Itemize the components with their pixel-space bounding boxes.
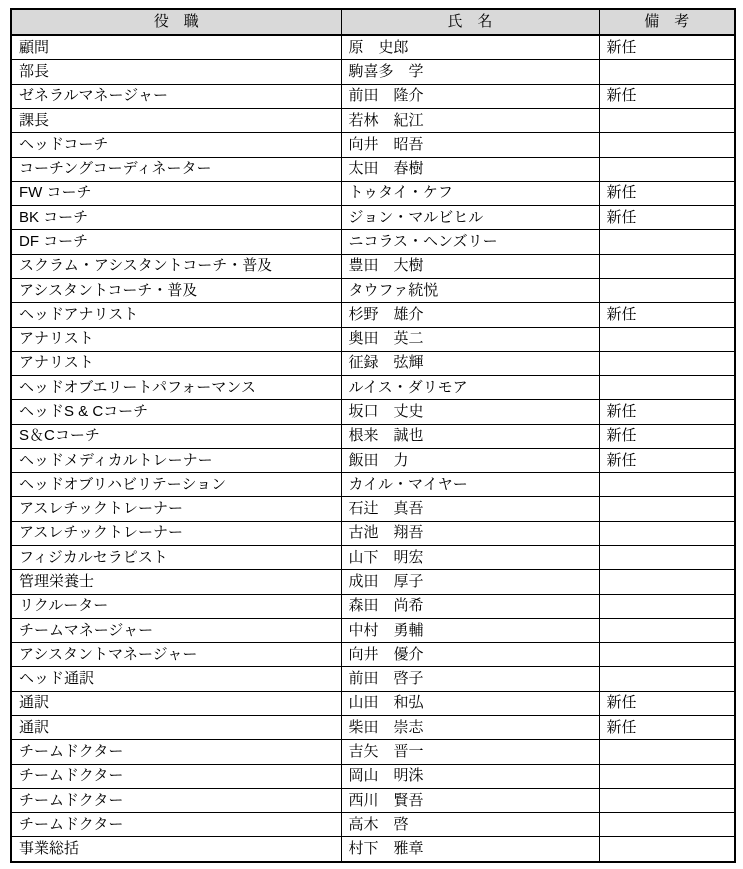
cell-position: ヘッドS & Cコーチ bbox=[11, 400, 341, 424]
table-row bbox=[11, 740, 735, 764]
cell-name: 征録 弦輝 bbox=[341, 351, 599, 375]
cell-note: 新任 bbox=[599, 716, 735, 740]
cell-name: 山田 和弘 bbox=[341, 691, 599, 715]
cell-name: 向井 優介 bbox=[341, 643, 599, 667]
cell-position: S＆Cコーチ bbox=[11, 424, 341, 448]
cell-position: 課長 bbox=[11, 108, 341, 132]
cell-position: 通訳 bbox=[11, 691, 341, 715]
cell-position: ゼネラルマネージャー bbox=[11, 84, 341, 108]
cell-note: 新任 bbox=[599, 400, 735, 424]
table-row bbox=[11, 643, 735, 667]
cell-position: アスレチックトレーナー bbox=[11, 497, 341, 521]
staff-roster-table bbox=[10, 8, 736, 863]
table-row bbox=[11, 181, 735, 205]
cell-position: DF コーチ bbox=[11, 230, 341, 254]
table-body bbox=[11, 35, 735, 862]
cell-note bbox=[599, 837, 735, 862]
cell-name: 駒喜多 学 bbox=[341, 60, 599, 84]
cell-name: 根来 誠也 bbox=[341, 424, 599, 448]
table-row bbox=[11, 278, 735, 302]
table-row bbox=[11, 400, 735, 424]
table-row bbox=[11, 594, 735, 618]
cell-name: 豊田 大樹 bbox=[341, 254, 599, 278]
cell-note: 新任 bbox=[599, 303, 735, 327]
cell-note bbox=[599, 497, 735, 521]
table-row bbox=[11, 230, 735, 254]
cell-name: トゥタイ・ケフ bbox=[341, 181, 599, 205]
cell-note bbox=[599, 133, 735, 157]
table-row bbox=[11, 84, 735, 108]
cell-position: アシスタントコーチ・普及 bbox=[11, 278, 341, 302]
cell-name: 山下 明宏 bbox=[341, 546, 599, 570]
cell-note: 新任 bbox=[599, 35, 735, 60]
table-row bbox=[11, 788, 735, 812]
cell-name: 高木 啓 bbox=[341, 813, 599, 837]
cell-name: 村下 雅章 bbox=[341, 837, 599, 862]
cell-position: ヘッド通訳 bbox=[11, 667, 341, 691]
cell-name: 西川 賢吾 bbox=[341, 788, 599, 812]
table-row bbox=[11, 691, 735, 715]
cell-note bbox=[599, 764, 735, 788]
cell-name: 坂口 丈史 bbox=[341, 400, 599, 424]
cell-position: コーチングコーディネーター bbox=[11, 157, 341, 181]
cell-name: 岡山 明洙 bbox=[341, 764, 599, 788]
cell-name: 前田 啓子 bbox=[341, 667, 599, 691]
header-name: 氏 名 bbox=[341, 9, 599, 35]
cell-note bbox=[599, 254, 735, 278]
table-row bbox=[11, 327, 735, 351]
cell-name: 成田 厚子 bbox=[341, 570, 599, 594]
cell-name: 柴田 崇志 bbox=[341, 716, 599, 740]
table-row bbox=[11, 108, 735, 132]
cell-position: BK コーチ bbox=[11, 206, 341, 230]
table-row bbox=[11, 837, 735, 862]
cell-name: ニコラス・ヘンズリー bbox=[341, 230, 599, 254]
cell-name: 奥田 英二 bbox=[341, 327, 599, 351]
cell-note bbox=[599, 351, 735, 375]
cell-position: チームドクター bbox=[11, 813, 341, 837]
cell-name: 古池 翔吾 bbox=[341, 521, 599, 545]
cell-name: 森田 尚希 bbox=[341, 594, 599, 618]
header-position: 役 職 bbox=[11, 9, 341, 35]
table-row bbox=[11, 424, 735, 448]
cell-note bbox=[599, 60, 735, 84]
cell-position: ヘッドオブリハビリテーション bbox=[11, 473, 341, 497]
cell-position: アシスタントマネージャー bbox=[11, 643, 341, 667]
table-row bbox=[11, 35, 735, 60]
cell-note: 新任 bbox=[599, 206, 735, 230]
table-row bbox=[11, 351, 735, 375]
cell-position: アナリスト bbox=[11, 351, 341, 375]
cell-position: FW コーチ bbox=[11, 181, 341, 205]
cell-name: ジョン・マルビヒル bbox=[341, 206, 599, 230]
cell-note: 新任 bbox=[599, 448, 735, 472]
cell-position: フィジカルセラピスト bbox=[11, 546, 341, 570]
cell-position: 通訳 bbox=[11, 716, 341, 740]
table-row bbox=[11, 133, 735, 157]
table-row bbox=[11, 60, 735, 84]
table-row bbox=[11, 497, 735, 521]
table-row bbox=[11, 764, 735, 788]
table-header bbox=[11, 9, 735, 35]
cell-position: チームドクター bbox=[11, 788, 341, 812]
table-row bbox=[11, 716, 735, 740]
cell-name: ルイス・ダリモア bbox=[341, 376, 599, 400]
cell-note: 新任 bbox=[599, 691, 735, 715]
cell-name: 杉野 雄介 bbox=[341, 303, 599, 327]
table-row bbox=[11, 521, 735, 545]
cell-name: 中村 勇輔 bbox=[341, 618, 599, 642]
table-row bbox=[11, 618, 735, 642]
cell-name: 飯田 力 bbox=[341, 448, 599, 472]
cell-note bbox=[599, 667, 735, 691]
cell-name: 若林 紀江 bbox=[341, 108, 599, 132]
cell-note bbox=[599, 521, 735, 545]
cell-note bbox=[599, 327, 735, 351]
cell-note bbox=[599, 594, 735, 618]
cell-position: アスレチックトレーナー bbox=[11, 521, 341, 545]
table-row bbox=[11, 303, 735, 327]
cell-name: 太田 春樹 bbox=[341, 157, 599, 181]
table-row bbox=[11, 206, 735, 230]
cell-position: ヘッドコーチ bbox=[11, 133, 341, 157]
cell-position: チームドクター bbox=[11, 764, 341, 788]
table-row bbox=[11, 570, 735, 594]
cell-position: ヘッドオブエリートパフォーマンス bbox=[11, 376, 341, 400]
cell-note bbox=[599, 157, 735, 181]
cell-position: チームマネージャー bbox=[11, 618, 341, 642]
cell-note bbox=[599, 618, 735, 642]
cell-note bbox=[599, 570, 735, 594]
cell-name: タウファ統悦 bbox=[341, 278, 599, 302]
table-row bbox=[11, 473, 735, 497]
header-row bbox=[11, 9, 735, 35]
cell-position: ヘッドメディカルトレーナー bbox=[11, 448, 341, 472]
cell-name: 原 史郎 bbox=[341, 35, 599, 60]
cell-position: 管理栄養士 bbox=[11, 570, 341, 594]
cell-note bbox=[599, 230, 735, 254]
cell-position: 顧問 bbox=[11, 35, 341, 60]
cell-note bbox=[599, 740, 735, 764]
table-row bbox=[11, 157, 735, 181]
cell-position: リクルーター bbox=[11, 594, 341, 618]
cell-name: 石辻 真吾 bbox=[341, 497, 599, 521]
cell-note bbox=[599, 643, 735, 667]
table-row bbox=[11, 546, 735, 570]
table-row bbox=[11, 448, 735, 472]
cell-note bbox=[599, 788, 735, 812]
header-note: 備 考 bbox=[599, 9, 735, 35]
cell-position: ヘッドアナリスト bbox=[11, 303, 341, 327]
table-row bbox=[11, 813, 735, 837]
cell-note: 新任 bbox=[599, 84, 735, 108]
cell-note: 新任 bbox=[599, 181, 735, 205]
cell-note bbox=[599, 813, 735, 837]
table-row bbox=[11, 667, 735, 691]
cell-note: 新任 bbox=[599, 424, 735, 448]
cell-name: カイル・マイヤー bbox=[341, 473, 599, 497]
table-row bbox=[11, 376, 735, 400]
cell-position: チームドクター bbox=[11, 740, 341, 764]
cell-note bbox=[599, 546, 735, 570]
cell-note bbox=[599, 108, 735, 132]
cell-position: アナリスト bbox=[11, 327, 341, 351]
cell-note bbox=[599, 473, 735, 497]
cell-note bbox=[599, 376, 735, 400]
cell-name: 吉矢 晋一 bbox=[341, 740, 599, 764]
cell-name: 前田 隆介 bbox=[341, 84, 599, 108]
table-row bbox=[11, 254, 735, 278]
cell-position: 事業総括 bbox=[11, 837, 341, 862]
cell-position: 部長 bbox=[11, 60, 341, 84]
cell-position: スクラム・アシスタントコーチ・普及 bbox=[11, 254, 341, 278]
cell-note bbox=[599, 278, 735, 302]
cell-name: 向井 昭吾 bbox=[341, 133, 599, 157]
